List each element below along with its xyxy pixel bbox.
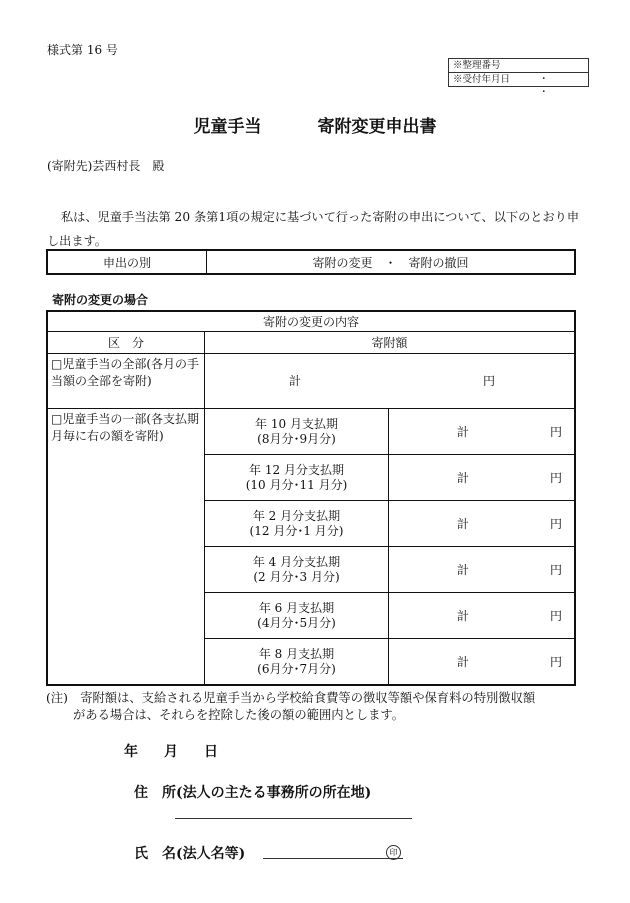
period-line1: 年 10 月支払期	[255, 416, 338, 431]
partial-category[interactable]: □児童手当の一部(各支払期月毎に右の額を寄附)	[47, 409, 205, 686]
seal-icon: 印	[386, 845, 401, 860]
period-row	[47, 409, 575, 455]
period-label	[205, 547, 389, 593]
period-line1: 年 2 月分支払期	[252, 508, 341, 523]
date-year: 年	[124, 744, 138, 760]
change-table	[46, 310, 576, 686]
period-amount-field[interactable]	[389, 409, 576, 455]
registry-number-label: ※整理番号	[453, 60, 501, 71]
kei-label: 計	[457, 609, 470, 623]
name-label: 氏 名(法人名等)	[134, 846, 246, 862]
kei-label: 計	[457, 655, 470, 669]
yen-label: 円	[549, 517, 562, 531]
period-line2: (10 月分･11 月分)	[245, 477, 348, 492]
registry-number-row	[449, 59, 588, 72]
period-label	[205, 409, 389, 455]
request-type-table	[46, 249, 576, 275]
registry-box	[448, 58, 589, 98]
page-title	[0, 112, 630, 137]
yen-label: 円	[549, 563, 562, 577]
period-line2: (4月分･5月分)	[257, 615, 336, 630]
note-line1: (注) 寄附額は、支給される児童手当から学校給食費等の徴収等額や保育料の特別徴収額	[46, 691, 536, 705]
col-amount-header: 寄附額	[205, 332, 576, 354]
period-line2: (6月分･7月分)	[257, 661, 336, 676]
period-label	[205, 593, 389, 639]
body-text: 私は、児童手当法第 20 条第1項の規定に基づいて行った寄附の申出について、以下のとおり申し出ます。	[47, 210, 580, 248]
period-line2: (8月分･9月分)	[257, 431, 336, 446]
received-date-dots: ・ ・	[539, 74, 563, 98]
note-line2: がある場合は、それらを控除した後の額の範囲内とします。	[73, 708, 405, 722]
address-input-line[interactable]	[175, 818, 412, 819]
kei-label: 計	[457, 563, 470, 577]
yen-label: 円	[549, 471, 562, 485]
period-line1: 年 6 月支払期	[258, 600, 335, 615]
title-part2: 寄附変更申出書	[317, 117, 437, 137]
request-type-options[interactable]: 寄附の変更 ・ 寄附の撤回	[207, 250, 576, 274]
period-amount-field[interactable]	[389, 639, 576, 686]
change-table-header: 寄附の変更の内容	[47, 311, 575, 332]
period-line1: 年 4 月分支払期	[252, 554, 341, 569]
period-amount-field[interactable]	[389, 547, 576, 593]
all-kei: 計	[289, 374, 302, 388]
all-yen: 円	[483, 374, 496, 388]
period-line1: 年 12 月分支払期	[249, 462, 344, 477]
request-type-label: 申出の別	[47, 250, 207, 274]
period-amount-field[interactable]	[389, 593, 576, 639]
yen-label: 円	[549, 425, 562, 439]
received-date-label: ※受付年月日	[453, 74, 511, 85]
form-number: 様式第 16 号	[47, 43, 118, 57]
kei-label: 計	[457, 517, 470, 531]
title-part1: 児童手当	[193, 117, 262, 137]
note	[46, 690, 596, 724]
period-line2: (2 月分･3 月分)	[253, 569, 340, 584]
date-month: 月	[164, 744, 178, 760]
address-label: 住 所(法人の主たる事務所の所在地)	[134, 785, 372, 801]
name-input-line[interactable]	[263, 858, 403, 859]
all-amount-field[interactable]	[205, 354, 576, 409]
yen-label: 円	[549, 655, 562, 669]
period-line2: (12 月分･1 月分)	[249, 523, 344, 538]
all-category[interactable]: □児童手当の全部(各月の手当額の全部を寄附)	[47, 354, 205, 409]
period-line1: 年 8 月支払期	[258, 646, 335, 661]
period-amount-field[interactable]	[389, 501, 576, 547]
date-field[interactable]	[124, 741, 244, 761]
period-label	[205, 639, 389, 686]
addressee: (寄附先)芸西村長 殿	[47, 159, 165, 173]
col-category-header: 区 分	[47, 332, 205, 354]
change-section-title: 寄附の変更の場合	[52, 293, 149, 307]
date-day: 日	[204, 744, 218, 760]
all-row	[47, 354, 575, 409]
kei-label: 計	[457, 471, 470, 485]
kei-label: 計	[457, 425, 470, 439]
yen-label: 円	[549, 609, 562, 623]
period-label	[205, 501, 389, 547]
period-amount-field[interactable]	[389, 455, 576, 501]
period-label	[205, 455, 389, 501]
received-date-row	[449, 72, 588, 98]
